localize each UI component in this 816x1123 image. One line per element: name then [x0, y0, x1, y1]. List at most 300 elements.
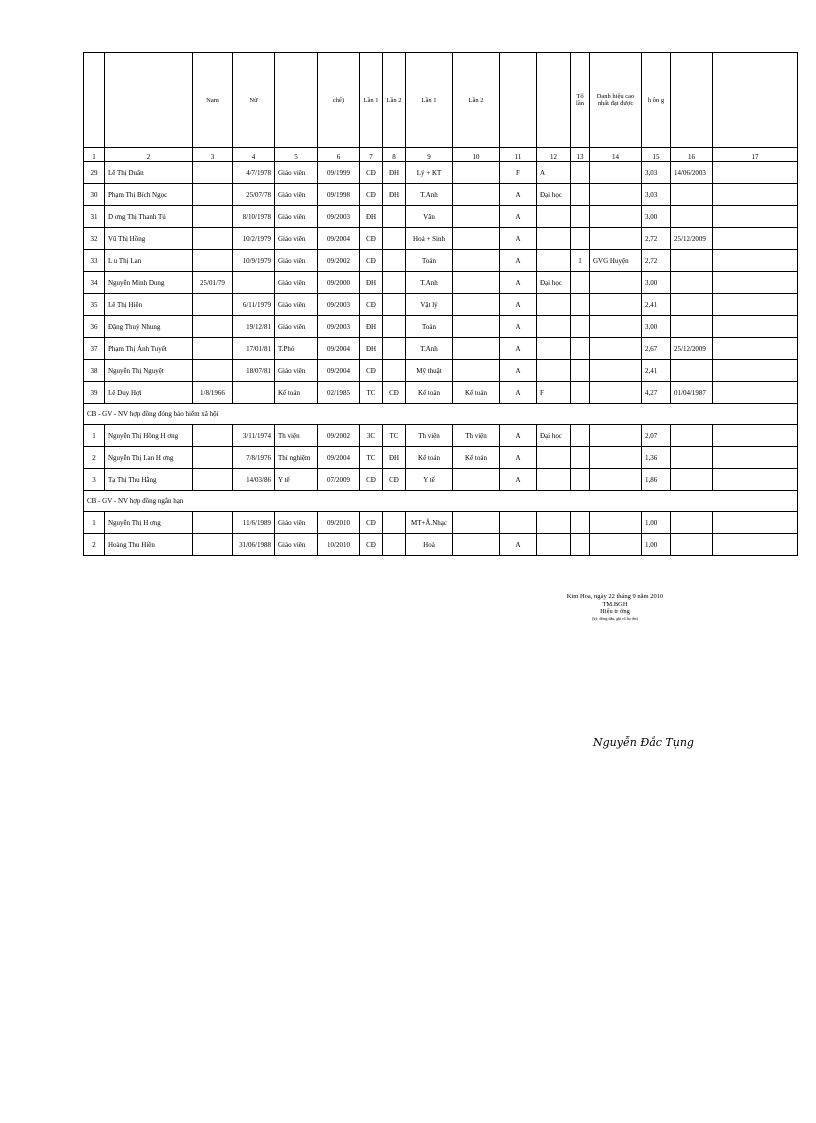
table-cell	[571, 162, 590, 184]
table-cell: ĐH	[383, 162, 406, 184]
table-cell	[383, 228, 406, 250]
column-number-cell: 11	[500, 148, 537, 162]
table-cell	[590, 382, 642, 404]
table-cell: 09/2010	[318, 512, 360, 534]
table-cell: Nguyễn Minh Dung	[105, 272, 193, 294]
table-row	[84, 294, 798, 316]
table-cell: Giáo viên	[275, 512, 318, 534]
table-row	[84, 184, 798, 206]
table-cell	[193, 447, 233, 469]
table-cell: Toán	[406, 316, 453, 338]
column-number-cell: 1	[84, 148, 105, 162]
table-cell	[713, 382, 798, 404]
header-cell	[671, 53, 713, 148]
table-cell: ĐH	[360, 206, 383, 228]
table-cell: 8/10/1978	[233, 206, 275, 228]
table-row	[84, 447, 798, 469]
header-cell: Danh hiệu cao nhất đạt được	[590, 53, 642, 148]
table-cell	[453, 316, 500, 338]
table-cell: Giáo viên	[275, 272, 318, 294]
table-cell	[193, 425, 233, 447]
table-cell: GVG Huyện	[590, 250, 642, 272]
table-cell	[590, 534, 642, 556]
table-cell: ĐH	[383, 184, 406, 206]
table-cell: A	[500, 534, 537, 556]
table-cell: TC	[360, 382, 383, 404]
table-cell: 38	[84, 360, 105, 382]
table-row	[84, 382, 798, 404]
table-cell	[193, 469, 233, 491]
table-cell: 3,00	[642, 316, 671, 338]
header-cell: h ồn g	[642, 53, 671, 148]
table-cell	[671, 250, 713, 272]
table-cell: A	[500, 316, 537, 338]
table-row	[84, 316, 798, 338]
header-cell	[537, 53, 571, 148]
table-cell: A	[500, 184, 537, 206]
table-cell	[713, 469, 798, 491]
table-cell: 3,00	[642, 272, 671, 294]
table-cell: Giáo viên	[275, 184, 318, 206]
table-cell: Đại học	[537, 184, 571, 206]
table-cell: 3	[84, 469, 105, 491]
column-number-cell: 3	[193, 148, 233, 162]
table-cell	[453, 250, 500, 272]
table-cell: 18/07/81	[233, 360, 275, 382]
table-row	[84, 512, 798, 534]
header-cell: Nữ	[233, 53, 275, 148]
table-cell: 2,41	[642, 294, 671, 316]
table-cell: ĐH	[360, 272, 383, 294]
table-cell	[383, 338, 406, 360]
table-cell: 3/11/1974	[233, 425, 275, 447]
table-cell: CĐ	[383, 469, 406, 491]
table-cell	[713, 425, 798, 447]
table-cell	[713, 512, 798, 534]
table-cell: 34	[84, 272, 105, 294]
table-cell	[537, 250, 571, 272]
table-cell: CĐ	[360, 469, 383, 491]
table-cell	[571, 447, 590, 469]
header-cell	[275, 53, 318, 148]
table-cell	[453, 360, 500, 382]
table-cell	[193, 250, 233, 272]
table-cell: Th viện	[453, 425, 500, 447]
table-cell: 2,07	[642, 425, 671, 447]
table-cell	[571, 294, 590, 316]
table-cell: Vật lý	[406, 294, 453, 316]
table-cell: 17/01/81	[233, 338, 275, 360]
column-number-row	[84, 148, 798, 162]
table-cell	[571, 184, 590, 206]
table-cell	[453, 206, 500, 228]
table-cell: 3,03	[642, 184, 671, 206]
table-cell	[671, 447, 713, 469]
table-cell	[383, 512, 406, 534]
table-cell: 07/2009	[318, 469, 360, 491]
table-cell: 25/12/2009	[671, 338, 713, 360]
table-cell	[193, 338, 233, 360]
table-row	[84, 360, 798, 382]
table-cell: 14/03/86	[233, 469, 275, 491]
table-cell: 30	[84, 184, 105, 206]
table-cell	[671, 425, 713, 447]
table-cell: 1	[84, 425, 105, 447]
table-row	[84, 162, 798, 184]
table-cell: 09/2003	[318, 206, 360, 228]
table-body	[84, 162, 798, 556]
column-number-cell: 16	[671, 148, 713, 162]
table-cell: L u Thị Lan	[105, 250, 193, 272]
section-row	[84, 491, 798, 512]
table-cell	[713, 228, 798, 250]
table-cell: A	[500, 447, 537, 469]
table-cell: Giáo viên	[275, 162, 318, 184]
table-cell	[571, 338, 590, 360]
header-cell	[713, 53, 798, 148]
table-cell	[671, 534, 713, 556]
table-cell	[713, 360, 798, 382]
table-cell: 2	[84, 534, 105, 556]
table-row	[84, 338, 798, 360]
table-cell: A	[500, 382, 537, 404]
table-cell	[713, 162, 798, 184]
table-cell	[193, 294, 233, 316]
table-cell	[571, 512, 590, 534]
table-cell: 09/2004	[318, 338, 360, 360]
table-cell	[193, 184, 233, 206]
table-cell: 1	[84, 512, 105, 534]
table-cell: Đại học	[537, 425, 571, 447]
section-row	[84, 404, 798, 425]
table-cell: CĐ	[360, 162, 383, 184]
table-cell: CĐ	[360, 534, 383, 556]
column-number-cell: 10	[453, 148, 500, 162]
table-cell: Toán	[406, 250, 453, 272]
date-line: Kim Hoa, ngày 22 tháng 9 năm 2010	[566, 593, 664, 600]
table-cell	[713, 206, 798, 228]
table-cell	[671, 360, 713, 382]
table-cell: 09/2004	[318, 360, 360, 382]
table-cell	[713, 534, 798, 556]
table-cell: Nguyễn Thị Nguyệt	[105, 360, 193, 382]
table-cell: 10/9/1979	[233, 250, 275, 272]
table-cell	[537, 469, 571, 491]
table-cell: 2,67	[642, 338, 671, 360]
table-cell: 7/8/1976	[233, 447, 275, 469]
table-cell: 1/8/1966	[193, 382, 233, 404]
table-cell: 2	[84, 447, 105, 469]
table-cell	[383, 250, 406, 272]
table-cell	[193, 206, 233, 228]
table-cell: Vũ Thị Hồng	[105, 228, 193, 250]
table-cell	[193, 360, 233, 382]
header-cell: Tổ lần	[571, 53, 590, 148]
table-cell	[671, 206, 713, 228]
table-cell: Th viện	[275, 425, 318, 447]
table-cell: D ơng Thị Thanh Tú	[105, 206, 193, 228]
table-cell: 33	[84, 250, 105, 272]
table-cell	[671, 316, 713, 338]
table-cell	[453, 162, 500, 184]
table-cell: Giáo viên	[275, 534, 318, 556]
table-row	[84, 250, 798, 272]
table-cell	[590, 206, 642, 228]
table-cell: 2,72	[642, 228, 671, 250]
table-cell: Giáo viên	[275, 360, 318, 382]
table-cell	[537, 534, 571, 556]
table-cell: 2,72	[642, 250, 671, 272]
table-cell	[383, 272, 406, 294]
table-cell: 09/2000	[318, 272, 360, 294]
note-line: (ký, đóng dấu, ghi rõ họ tên)	[592, 615, 638, 621]
table-cell	[537, 206, 571, 228]
table-cell	[590, 316, 642, 338]
table-cell	[713, 294, 798, 316]
table-row	[84, 469, 798, 491]
table-cell: 09/2003	[318, 316, 360, 338]
table-cell: 4/7/1978	[233, 162, 275, 184]
table-cell	[571, 228, 590, 250]
table-cell: CĐ	[360, 294, 383, 316]
table-cell: Đặng Thuỳ Nhung	[105, 316, 193, 338]
table-cell: A	[500, 360, 537, 382]
table-cell	[453, 338, 500, 360]
table-cell: Kế toán	[406, 447, 453, 469]
column-number-cell: 4	[233, 148, 275, 162]
table-cell: 3,00	[642, 206, 671, 228]
table-cell: TC	[383, 425, 406, 447]
section-heading: CB - GV - NV hợp đồng đóng bảo hiểm xã hội	[84, 404, 798, 425]
table-cell: 09/2004	[318, 447, 360, 469]
table-cell	[590, 272, 642, 294]
table-cell: 1,00	[642, 512, 671, 534]
table-cell: 09/1999	[318, 162, 360, 184]
table-cell	[233, 272, 275, 294]
table-cell: CĐ	[360, 360, 383, 382]
table-cell	[453, 512, 500, 534]
table-cell	[571, 316, 590, 338]
header-cell: Lần 2	[453, 53, 500, 148]
header-cell	[500, 53, 537, 148]
table-cell: Giáo viên	[275, 316, 318, 338]
table-cell	[453, 469, 500, 491]
table-cell	[537, 228, 571, 250]
table-cell: CĐ	[383, 382, 406, 404]
table-cell: T.Anh	[406, 338, 453, 360]
table-cell	[671, 294, 713, 316]
table-cell	[671, 184, 713, 206]
table-cell: 09/1998	[318, 184, 360, 206]
table-cell: 10/2/1979	[233, 228, 275, 250]
table-cell: Giáo viên	[275, 228, 318, 250]
table-cell: Nguyễn Thị H ơng	[105, 512, 193, 534]
table-cell	[500, 512, 537, 534]
table-cell: A	[500, 338, 537, 360]
header-cell	[105, 53, 193, 148]
table-cell	[233, 382, 275, 404]
table-cell: Y tế	[406, 469, 453, 491]
table-cell	[571, 534, 590, 556]
table-cell	[571, 206, 590, 228]
table-cell: T.Phó	[275, 338, 318, 360]
table-cell: Hoá	[406, 534, 453, 556]
table-cell	[193, 512, 233, 534]
table-cell	[590, 338, 642, 360]
table-cell: Lê Thị Hiên	[105, 294, 193, 316]
table-cell	[571, 272, 590, 294]
table-cell	[713, 447, 798, 469]
table-row	[84, 425, 798, 447]
table-cell	[590, 425, 642, 447]
table-cell	[713, 316, 798, 338]
table-cell: 31	[84, 206, 105, 228]
table-cell: 09/2003	[318, 294, 360, 316]
table-cell: 1	[571, 250, 590, 272]
table-cell: Hoá + Sinh	[406, 228, 453, 250]
table-cell: 09/2002	[318, 250, 360, 272]
column-number-cell: 13	[571, 148, 590, 162]
column-number-cell: 17	[713, 148, 798, 162]
table-cell: 35	[84, 294, 105, 316]
table-cell: 14/06/2003	[671, 162, 713, 184]
table-cell: 37	[84, 338, 105, 360]
table-cell	[193, 534, 233, 556]
table-cell: 29	[84, 162, 105, 184]
table-cell	[193, 316, 233, 338]
header-cell: Lần 2	[383, 53, 406, 148]
table-cell	[590, 512, 642, 534]
table-cell	[590, 228, 642, 250]
table-cell	[383, 360, 406, 382]
table-cell	[590, 360, 642, 382]
table-cell: Kế toán	[453, 382, 500, 404]
header-cell: Nam	[193, 53, 233, 148]
table-cell: ĐH	[383, 447, 406, 469]
table-cell: A	[500, 425, 537, 447]
signer-name: Nguyễn Đắc Tụng	[593, 736, 694, 749]
table-cell: 1,36	[642, 447, 671, 469]
table-cell: Tạ Thị Thu Hằng	[105, 469, 193, 491]
table-cell: Đại học	[537, 272, 571, 294]
table-cell: 32	[84, 228, 105, 250]
table-cell: Văn	[406, 206, 453, 228]
column-number-cell: 15	[642, 148, 671, 162]
table-cell: Giáo viên	[275, 206, 318, 228]
table-cell: Nguyễn Thị Lan H ơng	[105, 447, 193, 469]
table-cell: 6/11/1979	[233, 294, 275, 316]
table-cell	[713, 338, 798, 360]
column-number-cell: 8	[383, 148, 406, 162]
table-cell	[383, 294, 406, 316]
table-cell	[713, 272, 798, 294]
column-number-cell: 9	[406, 148, 453, 162]
table-cell: CĐ	[360, 512, 383, 534]
table-cell: 09/2004	[318, 228, 360, 250]
header-cell: chế)	[318, 53, 360, 148]
table-row	[84, 206, 798, 228]
table-cell	[537, 360, 571, 382]
table-cell	[537, 447, 571, 469]
table-cell: F	[537, 382, 571, 404]
table-cell: CĐ	[360, 250, 383, 272]
table-cell: Y tế	[275, 469, 318, 491]
column-number-cell: 14	[590, 148, 642, 162]
table-cell: 01/04/1987	[671, 382, 713, 404]
table-cell	[671, 272, 713, 294]
signature-block	[560, 593, 670, 621]
table-cell: A	[500, 272, 537, 294]
table-cell	[193, 228, 233, 250]
table-cell	[453, 228, 500, 250]
table-cell	[590, 184, 642, 206]
table-cell: 25/07/78	[233, 184, 275, 206]
column-number-cell: 12	[537, 148, 571, 162]
table-cell: A	[537, 162, 571, 184]
table-row	[84, 228, 798, 250]
table-cell: 19/12/81	[233, 316, 275, 338]
table-cell: CĐ	[360, 184, 383, 206]
table-cell	[571, 425, 590, 447]
table-cell: Hoàng Thu Hiền	[105, 534, 193, 556]
table-cell: 3C	[360, 425, 383, 447]
table-cell	[671, 469, 713, 491]
column-number-cell: 6	[318, 148, 360, 162]
table-cell	[383, 534, 406, 556]
table-cell: T.Anh	[406, 272, 453, 294]
table-cell	[571, 360, 590, 382]
table-cell: 10/2010	[318, 534, 360, 556]
table-cell: 1,86	[642, 469, 671, 491]
table-cell: 25/01/79	[193, 272, 233, 294]
table-cell: ĐH	[360, 316, 383, 338]
table-cell	[453, 272, 500, 294]
table-cell: Giáo viên	[275, 294, 318, 316]
staff-table	[83, 52, 798, 556]
table-cell	[590, 469, 642, 491]
title-line: Hiệu tr ởng	[600, 608, 630, 615]
table-cell: 36	[84, 316, 105, 338]
table-cell: Th viện	[406, 425, 453, 447]
table-row	[84, 272, 798, 294]
table-cell: 2,41	[642, 360, 671, 382]
table-cell: TC	[360, 447, 383, 469]
table-cell: 25/12/2009	[671, 228, 713, 250]
table-cell: Lê Thị Duân	[105, 162, 193, 184]
table-cell: 39	[84, 382, 105, 404]
column-number-cell: 7	[360, 148, 383, 162]
table-cell: 1,00	[642, 534, 671, 556]
table-cell: 11/6/1989	[233, 512, 275, 534]
table-cell: CĐ	[360, 228, 383, 250]
table-cell: ĐH	[360, 338, 383, 360]
column-number-cell: 2	[105, 148, 193, 162]
table-cell: MT+Â.Nhạc	[406, 512, 453, 534]
table-cell: Kế toán	[406, 382, 453, 404]
table-cell	[537, 512, 571, 534]
section-heading: CB - GV - NV hợp đồng ngắn hạn	[84, 491, 798, 512]
org-line: TM.BGH	[602, 600, 628, 608]
table-cell: 31/06/1988	[233, 534, 275, 556]
table-cell	[193, 162, 233, 184]
column-number-cell: 5	[275, 148, 318, 162]
table-cell	[537, 316, 571, 338]
table-cell: Mỹ thuật	[406, 360, 453, 382]
table-cell: Kế toán	[275, 382, 318, 404]
table-cell: Nguyễn Thị Hồng H ơng	[105, 425, 193, 447]
table-cell: Phạm Thị Ánh Tuyết	[105, 338, 193, 360]
table-cell: T.Anh	[406, 184, 453, 206]
